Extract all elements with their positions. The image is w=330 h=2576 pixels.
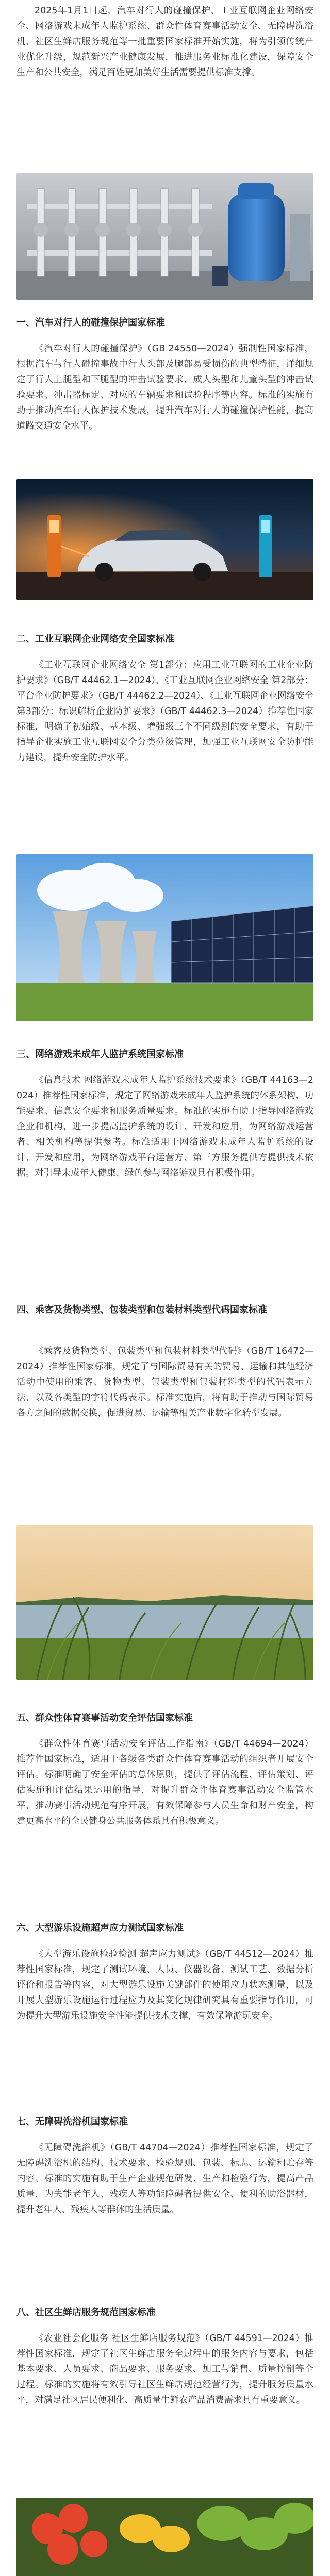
section-heading-2: 二、工业互联网企业网络安全国家标准 [16, 634, 174, 645]
power-plant-solar-panels-photo [16, 854, 314, 1021]
section-body-4: 《乘客及货物类型、包装类型和包装材料类型代码》（GB/T 16472—2024）推荐性国家标准，规定了与国际贸易有关的贸易、运输和其他经济活动中使用的乘客、货物类型、包装类型和包装材料类型的代码表示方法，以及各类型的字符代码表示。标准实施后，将有助于推动与国际贸易各方之间的数据交换，促进贸易、运输等相关产业数字化转型发展。 [16, 1346, 314, 1418]
section-body-5: 《群众性体育赛事活动安全评估工作指南》（GB/T 44694—2024）推荐性国家标准，适用于各级各类群众性体育赛事活动的组织者开展安全评估。标准明确了安全评估的总体原则，提供了评估流程、评估策划、评估实施和评估结果运用的指导，对提升群众性体育赛事活动安全监管水平，推动赛事活动规范有序开展，有效保障参与人员生命和财产安全，构建更高水平的全民健身公共服务体系具有积极意义。 [16, 1739, 314, 1826]
section-body-8: 《农业社会化服务 社区生鲜店服务规范》（GB/T 44591—2024）推荐性国家标准，规定了社区生鲜店服务全过程中的服务内容与要求，包括基本要求、人员要求、商品要求、服务要求、加工与销售、质量控制等全过程。标准的实施将有效引导社区生鲜店规范经营行为，提升服务质量水平，对满足社区居民便利化、高质量生鲜农产品消费需求具有重要意义。 [16, 2333, 314, 2405]
section-heading-4: 四、乘客及货物类型、包装类型和包装材料类型代码国家标准 [16, 1304, 267, 1315]
section-body-3: 《信息技术 网络游戏未成年人监护系统技术要求》（GB/T 44163—2024）推荐性国家标准，规定了网络游戏未成年人监护系统的体系架构、功能要求、信息安全要求和服务质量要求。标准的实施有助于指导网络游戏企业和机构，进一步提高监护系统的设计、开发和应用，为网络游戏运营者、相关机构等提供参考。标准适用于网络游戏未成年人监护系统的设计、开发和应用，为网络游戏平台运营方、第三方服务提供方提供技术依据。对引导未成年人健康、绿色参与网络游戏具有积极作用。 [16, 1075, 314, 1178]
section-body-7: 《无障碍洗浴机》（GB/T 44704—2024）推荐性国家标准，规定了无障碍洗浴机的结构、技术要求、检验规则、包装、标志、运输和贮存等内容。标准的实施有助于生产企业规范研发、生产和检验行为，提高产品质量，为失能老年人、残疾人等功能障碍者提供安全、便利的助浴器材，提升老年人、残疾人等群体的生活质量。 [16, 2143, 314, 2215]
section-heading-8: 八、社区生鲜店服务规范国家标准 [16, 2307, 156, 2318]
electric-car-charging-photo [16, 479, 314, 600]
section-heading-7: 七、无障碍洗浴机国家标准 [16, 2116, 128, 2127]
water-pump-equipment-photo [16, 173, 314, 300]
section-heading-3: 三、网络游戏未成年人监护系统国家标准 [16, 1049, 184, 1060]
lake-reeds-sunset-photo [16, 1525, 314, 1680]
section-heading-1: 一、汽车对行人的碰撞保护国家标准 [16, 317, 165, 328]
section-body-6: 《大型游乐设施检验检测 超声应力测试》（GB/T 44512—2024）推荐性国家标准，规定了测试环境、人员、仪器设备、测试工艺、数据分析评价和报告等内容，对大型游乐设施关键部件的使用应力状态测量，以及开展大型游乐设施运行过程应力及其变化规律研究具有重要指导作用，可为提升大型游乐设施安全性能提供技术支撑，有效保障游玩安全。 [16, 1949, 314, 2021]
section-heading-5: 五、群众性体育赛事活动安全评估国家标准 [16, 1713, 193, 1723]
fresh-vegetables-market-photo [16, 2498, 314, 2576]
section-heading-6: 六、大型游乐设施超声应力测试国家标准 [16, 1923, 184, 1934]
section-body-2: 《工业互联网企业网络安全 第1部分：应用工业互联网的工业企业防护要求》（GB/T 44462.1—2024）、《工业互联网企业网络安全 第2部分：平台企业防护要求》（GB/T 44462.2—2024）、《工业互联网企业网络安全 第3部分：标识解析企业防护要求》（GB/T 44462.3—2024）推荐性国家标准，明确了初始级、基本级、增强级三个不同级别的安全要求，有助于指导企业实施工业互联网安全分类分级管理，加强工业互联网安全防护能力建设，提升安全防护水平。 [16, 660, 314, 763]
intro-paragraph: 2025年1月1日起，汽车对行人的碰撞保护、工业互联网企业网络安全、网络游戏未成年人监护系统、群众性体育赛事活动安全、无障碍洗浴机、社区生鲜店服务规范等一批重要国家标准开始实施，将为引领传统产业优化升级，规范新兴产业健康发展，推进服务业标准化建设，保障安全生产和公共安全，满足百姓更加美好生活需要提供标准支撑。 [16, 6, 314, 78]
section-body-1: 《汽车对行人的碰撞保护》（GB 24550—2024）强制性国家标准，根据汽车与行人碰撞事故中行人头部及腿部易受损伤的典型特征，详细规定了行人上腿型和下腿型的冲击试验要求、成人头型和儿童头型的冲击试验要求、冲击器标定、对应的车辆要求和试验程序等内容。标准的实施有助于推动汽车行人保护技术发展，提升汽车对行人的碰撞保护性能，提高道路交通安全水平。 [16, 344, 314, 431]
